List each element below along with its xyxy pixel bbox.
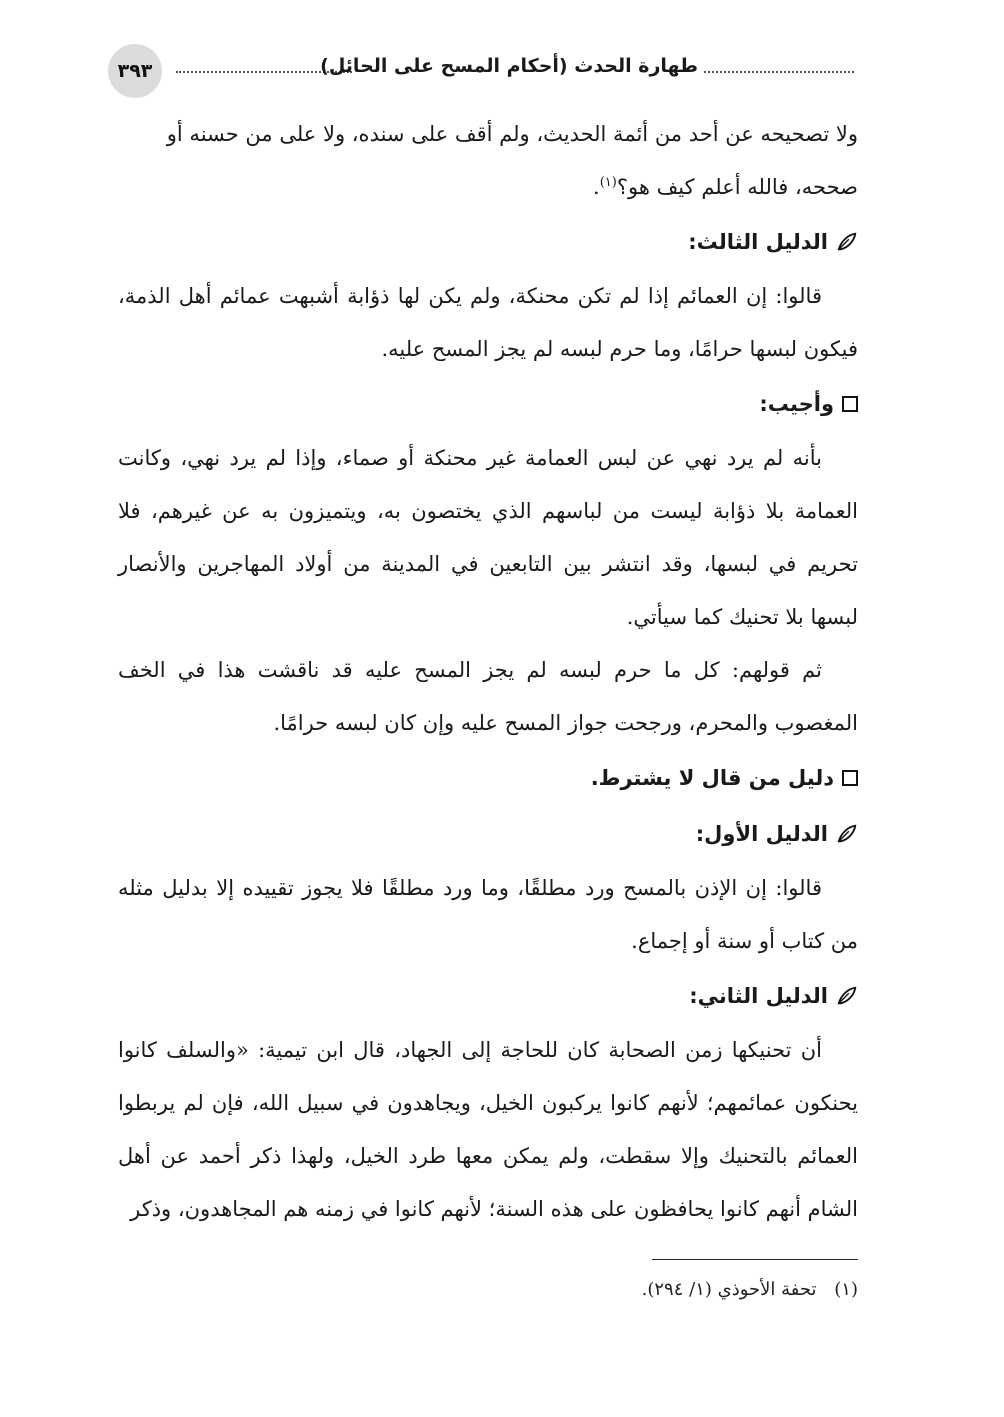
leaf-ornament-icon: [836, 823, 858, 845]
heading-text: الدليل الأول:: [695, 822, 828, 846]
heading-first-evidence: [118, 806, 858, 862]
heading-third-evidence: [118, 214, 858, 270]
heading-text: وأجيب:: [759, 392, 834, 416]
paragraph-rebuttal: ثم قولهم: كل ما حرم لبسه لم يجز المسح عليه قد ناقشت هذا في الخف المغصوب والمحرم، ورجحت جواز المسح عليه وإن كان لبسه حرامًا.: [118, 658, 858, 735]
leaf-ornament-icon: [836, 985, 858, 1007]
heading-second-evidence: [118, 968, 858, 1024]
footnote: [418, 1274, 858, 1306]
heading-text: دليل من قال لا يشترط.: [590, 766, 834, 790]
header-dotted-leader-right: [704, 71, 854, 73]
continued-paragraph: [118, 108, 858, 214]
footnote-divider: [652, 1259, 858, 1260]
footnote-marker: (١): [834, 1279, 858, 1300]
continued-line-2: [118, 161, 858, 214]
heading-text: الدليل الثالث:: [688, 230, 828, 254]
heading-opposing-view: [118, 750, 858, 806]
page-number: ٣٩٣: [108, 44, 162, 98]
footnote-reference: (١): [599, 175, 617, 190]
continued-line-1: ولا تصحيحه عن أحد من أئمة الحديث، ولم أقف على سنده، ولا على من حسنه أو: [166, 122, 858, 146]
square-bullet-icon: [842, 770, 858, 786]
continued-line-2-end: .: [593, 175, 600, 199]
paragraph-response: بأنه لم يرد نهي عن لبس العمامة غير محنكة أو صماء، وإذا لم يرد نهي، وكانت العمامة بلا ذؤابة ليست من لباسهم الذي يختصون به، ويتميزون به عن غيرهم، فلا تحريم في لبسها، وقد انتشر بين التابعين في المدينة من أولاد المهاجرين والأنصار لبسها بلا تحنيك كما سيأتي.: [118, 446, 858, 629]
continued-line-2-text: صححه، فالله أعلم كيف هو؟: [616, 175, 858, 199]
leaf-ornament-icon: [836, 231, 858, 253]
chapter-title: طهارة الحدث (أحكام المسح على الحائل): [320, 55, 698, 77]
paragraph-third-evidence: قالوا: إن العمائم إذا لم تكن محنكة، ولم يكن لها ذؤابة أشبهت عمائم أهل الذمة، فيكون لبسها حرامًا، وما حرم لبسه لم يجز المسح عليه.: [118, 284, 858, 361]
paragraph-first-evidence: قالوا: إن الإذن بالمسح ورد مطلقًا، وما ورد مطلقًا فلا يجوز تقييده إلا بدليل مثله من كتاب أو سنة أو إجماع.: [118, 876, 858, 953]
footnote-text: تحفة الأحوذي (١/ ٢٩٤).: [641, 1279, 817, 1300]
main-text: [118, 108, 858, 1236]
paragraph-second-evidence: أن تحنيكها زمن الصحابة كان للحاجة إلى الجهاد، قال ابن تيمية: «والسلف كانوا يحنكون عمائمهم؛ لأنهم كانوا يركبون الخيل، ويجاهدون في سبيل الله، فإن لم يربطوا العمائم بالتحنيك وإلا سقطت، ولم يمكن معها طرد الخيل، ولهذا ذكر أحمد عن أهل الشام أنهم كانوا يحافظون على هذه السنة؛ لأنهم كانوا في زمنه هم المجاهدون، وذكر: [118, 1038, 858, 1221]
heading-text: الدليل الثاني:: [689, 984, 828, 1008]
square-bullet-icon: [842, 396, 858, 412]
heading-response: [118, 376, 858, 432]
running-header: [108, 44, 858, 100]
